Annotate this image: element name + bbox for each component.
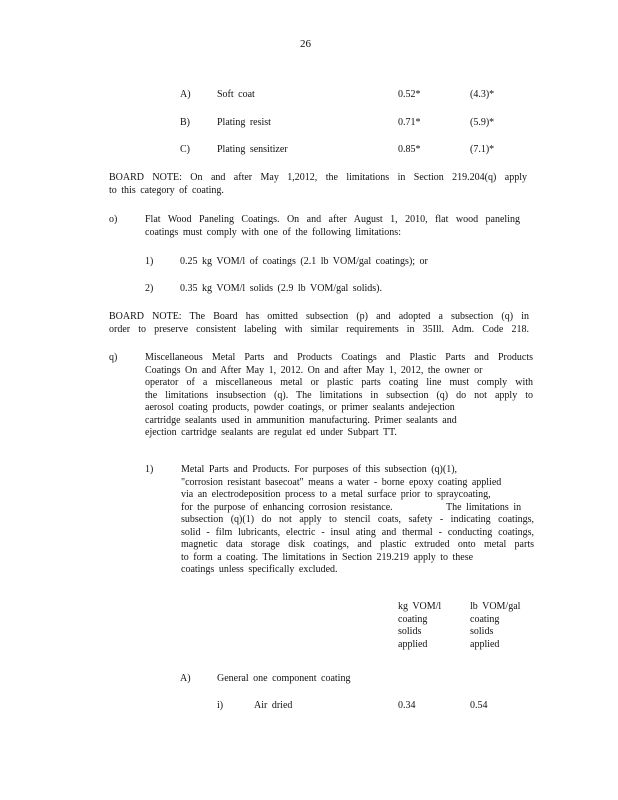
text-line: to this category of coating. bbox=[109, 184, 224, 196]
text-line: subsection (q)(1) do not apply to stencil coats, safety - indicating coatings, bbox=[181, 514, 534, 525]
text-segment: for the purpose of enhancing corrosion resistance. bbox=[181, 501, 393, 513]
header-line: coating bbox=[398, 613, 428, 625]
text-line: cartridge sealants used in ammunition manufacturing. Primer sealants and bbox=[145, 414, 457, 426]
item-letter: B) bbox=[180, 117, 190, 128]
table-header-kg bbox=[398, 601, 441, 651]
item-text: 0.35 kg VOM/l solids (2.9 lb VOM/gal solids). bbox=[180, 283, 382, 294]
item-label: Soft coat bbox=[217, 89, 255, 100]
air-dried-number: i) bbox=[217, 700, 224, 711]
header-line: applied bbox=[398, 638, 428, 650]
air-dried-label: Air dried bbox=[254, 700, 293, 711]
header-line: applied bbox=[470, 638, 500, 650]
text-line: coatings must comply with one of the following limitations: bbox=[145, 226, 401, 238]
section-o-label: o) bbox=[109, 214, 118, 225]
section-o-text bbox=[145, 214, 520, 239]
table-header-lb bbox=[470, 601, 520, 651]
subsection-q1-text bbox=[181, 464, 534, 577]
page-number: 26 bbox=[300, 38, 311, 50]
general-letter: A) bbox=[180, 673, 191, 684]
item-lb-value: (7.1)* bbox=[470, 144, 495, 155]
header-line: solids bbox=[398, 626, 422, 637]
header-line: coating bbox=[470, 613, 500, 625]
item-lb-value: (4.3)* bbox=[470, 89, 495, 100]
text-line: Miscellaneous Metal Parts and Products Coatings and Plastic Parts and Products bbox=[145, 352, 533, 363]
board-note-1 bbox=[109, 172, 527, 197]
text-line: to form a coating. The limitations in Section 219.219 apply to these bbox=[181, 551, 474, 563]
item-label: Plating sensitizer bbox=[217, 144, 288, 155]
air-dried-lb-value: 0.54 bbox=[470, 700, 488, 711]
item-letter: A) bbox=[180, 89, 191, 100]
board-note-2 bbox=[109, 311, 529, 336]
item-text: 0.25 kg VOM/l of coatings (2.1 lb VOM/gal coatings); or bbox=[180, 256, 428, 267]
text-line: magnetic data storage disk coatings, and plastic extruded onto metal parts bbox=[181, 539, 534, 550]
section-q-label: q) bbox=[109, 352, 118, 363]
header-line: kg VOM/l bbox=[398, 601, 442, 612]
item-kg-value: 0.85* bbox=[398, 144, 421, 155]
text-line: BOARD NOTE: On and after May 1,2012, the limitations in Section 219.204(q) apply bbox=[109, 172, 527, 183]
item-number: 1) bbox=[145, 256, 154, 267]
section-q-text bbox=[145, 352, 533, 440]
text-line: Metal Parts and Products. For purposes of this subsection (q)(1), bbox=[181, 464, 458, 475]
text-line: aerosol coating products, powder coatings, or primer sealants andejection bbox=[145, 402, 455, 413]
text-line bbox=[181, 502, 534, 515]
header-line: solids bbox=[470, 626, 494, 637]
item-kg-value: 0.71* bbox=[398, 117, 421, 128]
air-dried-kg-value: 0.34 bbox=[398, 700, 416, 711]
text-line: BOARD NOTE: The Board has omitted subsection (p) and adopted a subsection (q) in bbox=[109, 311, 529, 322]
text-line: order to preserve consistent labeling with similar requirements in 35Ill. Adm. Code 218. bbox=[109, 323, 529, 335]
text-line: solid - film lubricants, electric - insul ating and thermal - conducting coatings, bbox=[181, 526, 534, 538]
text-line: coatings unless specifically excluded. bbox=[181, 564, 338, 575]
item-number: 2) bbox=[145, 283, 154, 294]
header-line: lb VOM/gal bbox=[470, 601, 521, 612]
text-line: the limitations insubsection (q). The limitations in subsection (q) do not apply to bbox=[145, 389, 533, 401]
text-line: Flat Wood Paneling Coatings. On and after August 1, 2010, flat wood paneling bbox=[145, 214, 520, 225]
text-line: operator of a miscellaneous metal or plastic parts coating line must comply with bbox=[145, 377, 533, 388]
item-kg-value: 0.52* bbox=[398, 89, 421, 100]
text-line: ejection cartridge sealants are regulat ed under Subpart TT. bbox=[145, 427, 397, 438]
text-line: Coatings On and After May 1, 2012. On and after May 1, 2012, the owner or bbox=[145, 364, 483, 376]
item-letter: C) bbox=[180, 144, 190, 155]
general-label: General one component coating bbox=[217, 673, 351, 684]
item-lb-value: (5.9)* bbox=[470, 117, 495, 128]
item-label: Plating resist bbox=[217, 117, 271, 128]
subsection-q1-label: 1) bbox=[145, 464, 154, 475]
text-line: via an electrodeposition process to a metal surface prior to spraycoating, bbox=[181, 489, 491, 500]
text-segment: The limitations in bbox=[446, 501, 522, 513]
text-line: "corrosion resistant basecoat" means a water - borne epoxy coating applied bbox=[181, 476, 502, 488]
